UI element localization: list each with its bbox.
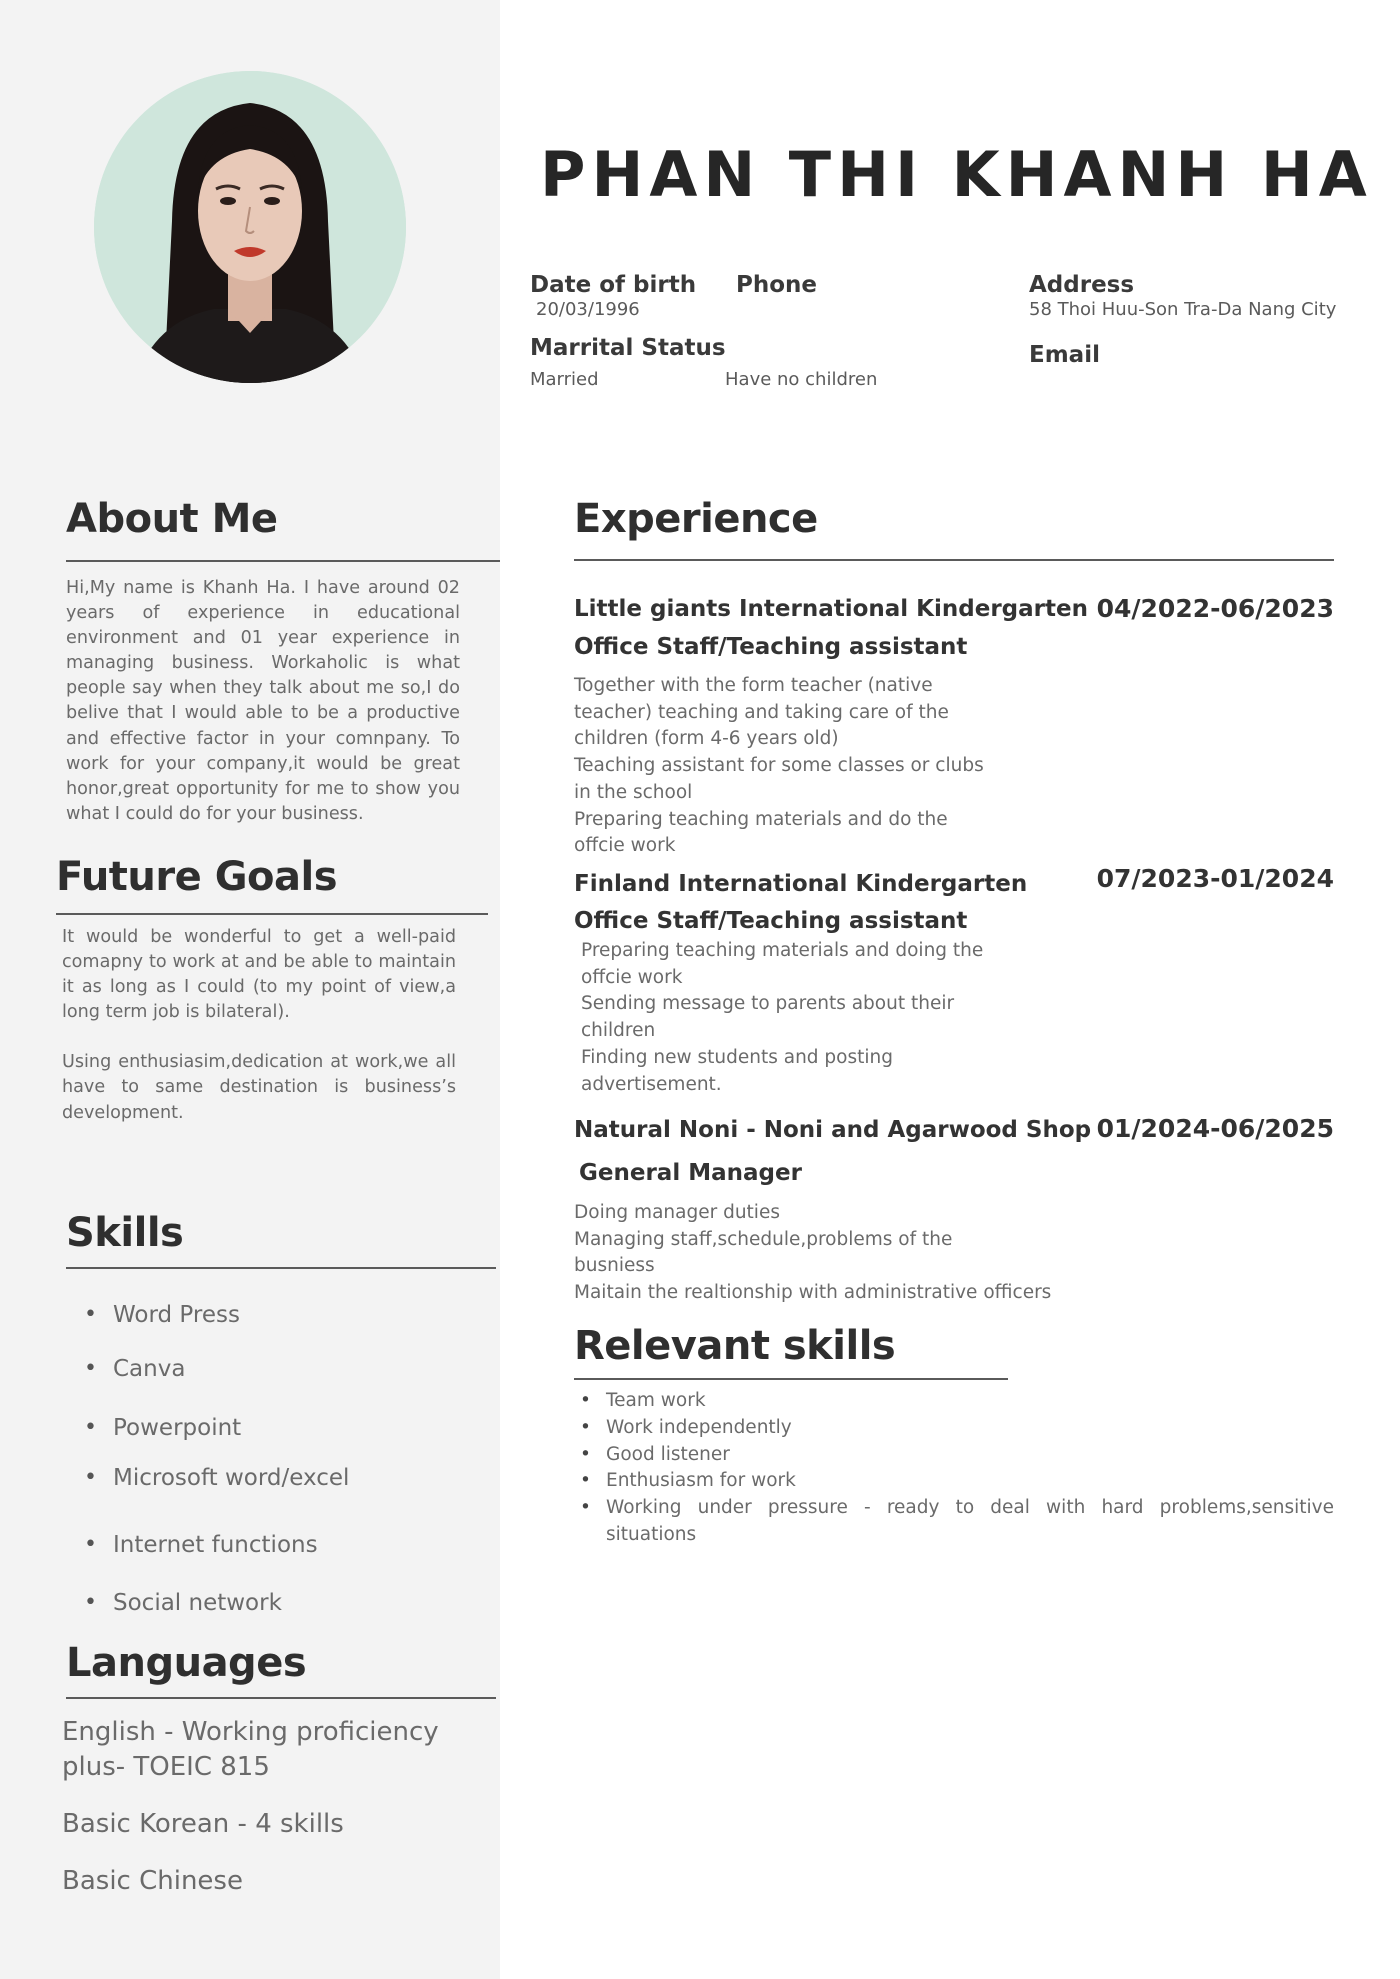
- about-text: Hi,My name is Khanh Ha. I have around 02 years of experience in educational environment and 01 year experience in managing business. Workaholic is what people say when they talk about me so,I do belive that I would able to be a productive and effective factor in your comnpany. To work for your company,it would be great honor,great opportunity for me to show you what I could do for your business.: [66, 578, 460, 824]
- job-description: [574, 1200, 1052, 1307]
- languages-heading: Languages: [66, 1640, 307, 1686]
- job-role: Office Staff/Teaching assistant: [574, 634, 968, 660]
- relevant-skills-divider: [574, 1378, 1008, 1380]
- about-heading: About Me: [66, 496, 278, 542]
- relevant-skills-list: [574, 1388, 1334, 1549]
- skill-item: • Internet functions: [84, 1532, 318, 1558]
- job-duty: Managing staff,schedule,problems of the busniess: [574, 1228, 953, 1277]
- language-item: Basic Korean - 4 skills: [62, 1809, 344, 1839]
- job-company: Little giants International Kindergarten: [574, 596, 1088, 622]
- relevant-skills-heading: Relevant skills: [574, 1323, 896, 1369]
- profile-photo: [94, 71, 406, 383]
- job-role: Office Staff/Teaching assistant: [574, 908, 968, 934]
- job-description: [581, 938, 1001, 1098]
- address-value: 58 Thoi Huu-Son Tra-Da Nang City: [1029, 299, 1337, 320]
- goals-heading: Future Goals: [56, 854, 338, 900]
- languages-divider: [66, 1697, 496, 1699]
- job-dates: 01/2024-06/2025: [1096, 1114, 1334, 1143]
- skill-item: • Microsoft word/excel: [84, 1465, 349, 1491]
- job-dates: 04/2022-06/2023: [1096, 594, 1334, 623]
- job-duty: Teaching assistant for some classes or clubs in the school: [574, 755, 984, 803]
- dob-label: Date of birth: [530, 272, 697, 298]
- skills-heading: Skills: [66, 1210, 184, 1256]
- experience-divider: [574, 559, 1334, 561]
- job-description: [574, 673, 994, 860]
- job-duty: Doing manager duties: [574, 1202, 780, 1223]
- job-duty: Sending message to parents about their children: [581, 993, 955, 1042]
- list-item: • Working under pressure - ready to deal with hard problems,sensitive situations: [574, 1495, 1334, 1549]
- list-item: • Good listener: [574, 1442, 1334, 1469]
- portrait-image: [94, 71, 406, 383]
- experience-heading: Experience: [574, 496, 818, 542]
- list-item: • Team work: [574, 1388, 1334, 1415]
- job-dates: 07/2023-01/2024: [1096, 864, 1334, 893]
- language-item: Basic Chinese: [62, 1866, 243, 1896]
- goals-paragraph: It would be wonderful to get a well-paid comapny to work at and be able to maintain it as long as I could (to my point of view,a long term job is bilateral).: [62, 927, 456, 1023]
- skill-item: • Canva: [84, 1356, 185, 1382]
- skill-item: • Word Press: [84, 1302, 240, 1328]
- sidebar: [0, 0, 500, 1979]
- goals-divider: [56, 913, 488, 915]
- job-duty: Together with the form teacher (native teacher) teaching and taking care of the children (form 4-6 years old): [574, 675, 949, 750]
- phone-label: Phone: [736, 272, 818, 298]
- language-item: English - Working proficiency plus- TOEIC 815: [62, 1717, 439, 1782]
- children-value: Have no children: [725, 369, 878, 390]
- job-duty: Finding new students and posting advertisement.: [581, 1046, 893, 1095]
- list-item: • Work independently: [574, 1415, 1334, 1442]
- marital-status-label: Marrital Status: [530, 335, 726, 361]
- job-duty: Maitain the realtionship with administrative officers: [574, 1282, 1052, 1304]
- skill-item: • Social network: [84, 1590, 282, 1616]
- job-duty: Preparing teaching materials and do the offcie work: [574, 808, 948, 857]
- skills-divider: [66, 1267, 496, 1269]
- email-label: Email: [1029, 342, 1100, 368]
- job-duty: Preparing teaching materials and doing the offcie work: [581, 940, 984, 988]
- full-name: PHAN THI KHANH HA: [540, 138, 1373, 211]
- list-item: • Enthusiasm for work: [574, 1468, 1334, 1495]
- skill-item: • Powerpoint: [84, 1415, 241, 1441]
- marital-status-value: Married: [530, 369, 599, 390]
- goals-paragraph: Using enthusiasim,dedication at work,we all have to same destination is business’s development.: [62, 1052, 456, 1123]
- job-company: Natural Noni - Noni and Agarwood Shop: [574, 1117, 1092, 1143]
- job-company: Finland International Kindergarten: [574, 871, 1028, 897]
- job-role: General Manager: [579, 1160, 802, 1186]
- about-divider: [66, 560, 500, 562]
- goals-text: [62, 925, 456, 1126]
- dob-value: 20/03/1996: [536, 299, 640, 320]
- address-label: Address: [1029, 272, 1135, 298]
